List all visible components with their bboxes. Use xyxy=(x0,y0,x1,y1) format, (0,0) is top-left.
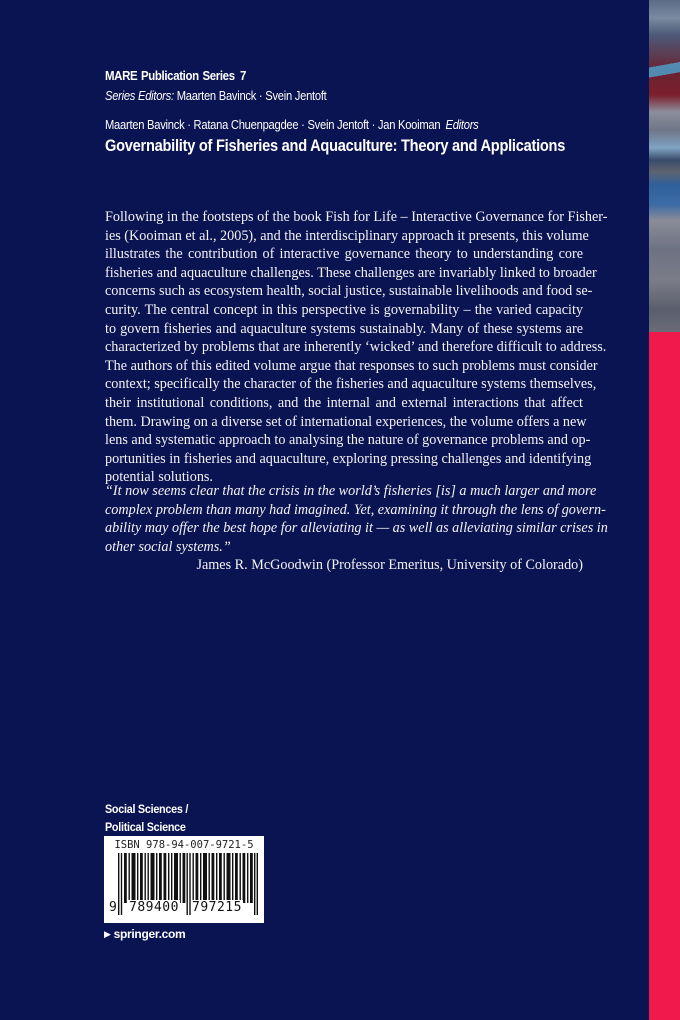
blurb-line: to govern fisheries and aquaculture systems sustainably. Many of these systems are xyxy=(105,320,583,337)
barcode-first-digit: 9 xyxy=(109,900,117,915)
play-arrow-icon: ▶ xyxy=(104,929,111,939)
subject-line-1: Social Sciences / xyxy=(105,802,189,816)
red-accent-band xyxy=(649,332,680,1020)
blurb-line: fisheries and aquaculture challenges. These challenges are invariably linked to broader xyxy=(105,264,597,281)
quote-line: other social systems.” xyxy=(105,538,231,555)
quote-line: complex problem than many had imagined. Yet, examining it through the lens of govern- xyxy=(105,501,606,518)
blurb-paragraph xyxy=(105,208,608,487)
blurb-line: characterized by problems that are inherently ‘wicked’ and therefore difficult to address. xyxy=(105,339,607,356)
series-editors-label: Series Editors: xyxy=(105,88,174,103)
series-title xyxy=(105,68,246,83)
barcode-group-left: 789400 xyxy=(129,900,179,915)
blurb-line: curity. The central concept in this perspective is governability – the varied capacity xyxy=(105,301,583,318)
book-editors-names: Maarten Bavinck · Ratana Chuenpagdee · Svein Jentoft · Jan Kooiman xyxy=(105,117,441,132)
publisher-link[interactable] xyxy=(104,927,185,941)
spine-edge-strip xyxy=(649,0,680,1020)
series-number: 7 xyxy=(239,68,247,83)
barcode-digits xyxy=(104,900,264,918)
blurb-line: potential solutions. xyxy=(105,469,213,486)
isbn-barcode xyxy=(104,836,264,923)
book-editors xyxy=(105,117,479,132)
isbn-label: ISBN 978-94-007-9721-5 xyxy=(114,839,254,851)
blurb-line: concerns such as ecosystem health, social justice, sustainable livelihoods and food se- xyxy=(105,283,593,300)
barcode-group-right: 797215 xyxy=(192,900,242,915)
quote-attribution: James R. McGoodwin (Professor Emeritus, University of Colorado) xyxy=(196,557,583,573)
blurb-line: their institutional conditions, and the internal and external interactions that affect xyxy=(105,394,583,411)
subject-line-2: Political Science xyxy=(105,820,186,834)
book-title: Governability of Fisheries and Aquaculture: Theory and Applications xyxy=(105,136,566,155)
publisher-url[interactable]: springer.com xyxy=(113,927,186,941)
quote-line: ability may offer the best hope for alleviating it — as well as alleviating similar crises in xyxy=(105,520,608,537)
endorsement-quote xyxy=(105,482,608,556)
blurb-line: illustrates the contribution of interactive governance theory to understanding core xyxy=(105,246,583,263)
blurb-line: lens and systematic approach to analysing the nature of governance problems and op- xyxy=(105,432,591,449)
series-editors-names: Maarten Bavinck · Svein Jentoft xyxy=(176,88,327,103)
blurb-line: The authors of this edited volume argue that responses to such problems must consider xyxy=(105,357,598,374)
blurb-line: ies (Kooiman et al., 2005), and the interdisciplinary approach it presents, this volume xyxy=(105,227,589,244)
cover-photo-fishing-boats xyxy=(649,0,680,332)
series-name: MARE Publication Series xyxy=(105,68,235,83)
subject-category xyxy=(105,800,188,836)
series-editors xyxy=(105,88,327,103)
blurb-line: Following in the footsteps of the book Fish for Life – Interactive Governance for Fisher- xyxy=(105,209,608,225)
book-editors-label: Editors xyxy=(445,117,479,132)
blurb-line: them. Drawing on a diverse set of international experiences, the volume offers a new xyxy=(105,413,587,430)
quote-line: “It now seems clear that the crisis in the world’s fisheries [is] a much larger and more xyxy=(105,483,597,499)
blurb-line: portunities in fisheries and aquaculture, exploring pressing challenges and identifying xyxy=(105,450,592,467)
blurb-line: context; specifically the character of the fisheries and aquaculture systems themselves, xyxy=(105,376,597,393)
